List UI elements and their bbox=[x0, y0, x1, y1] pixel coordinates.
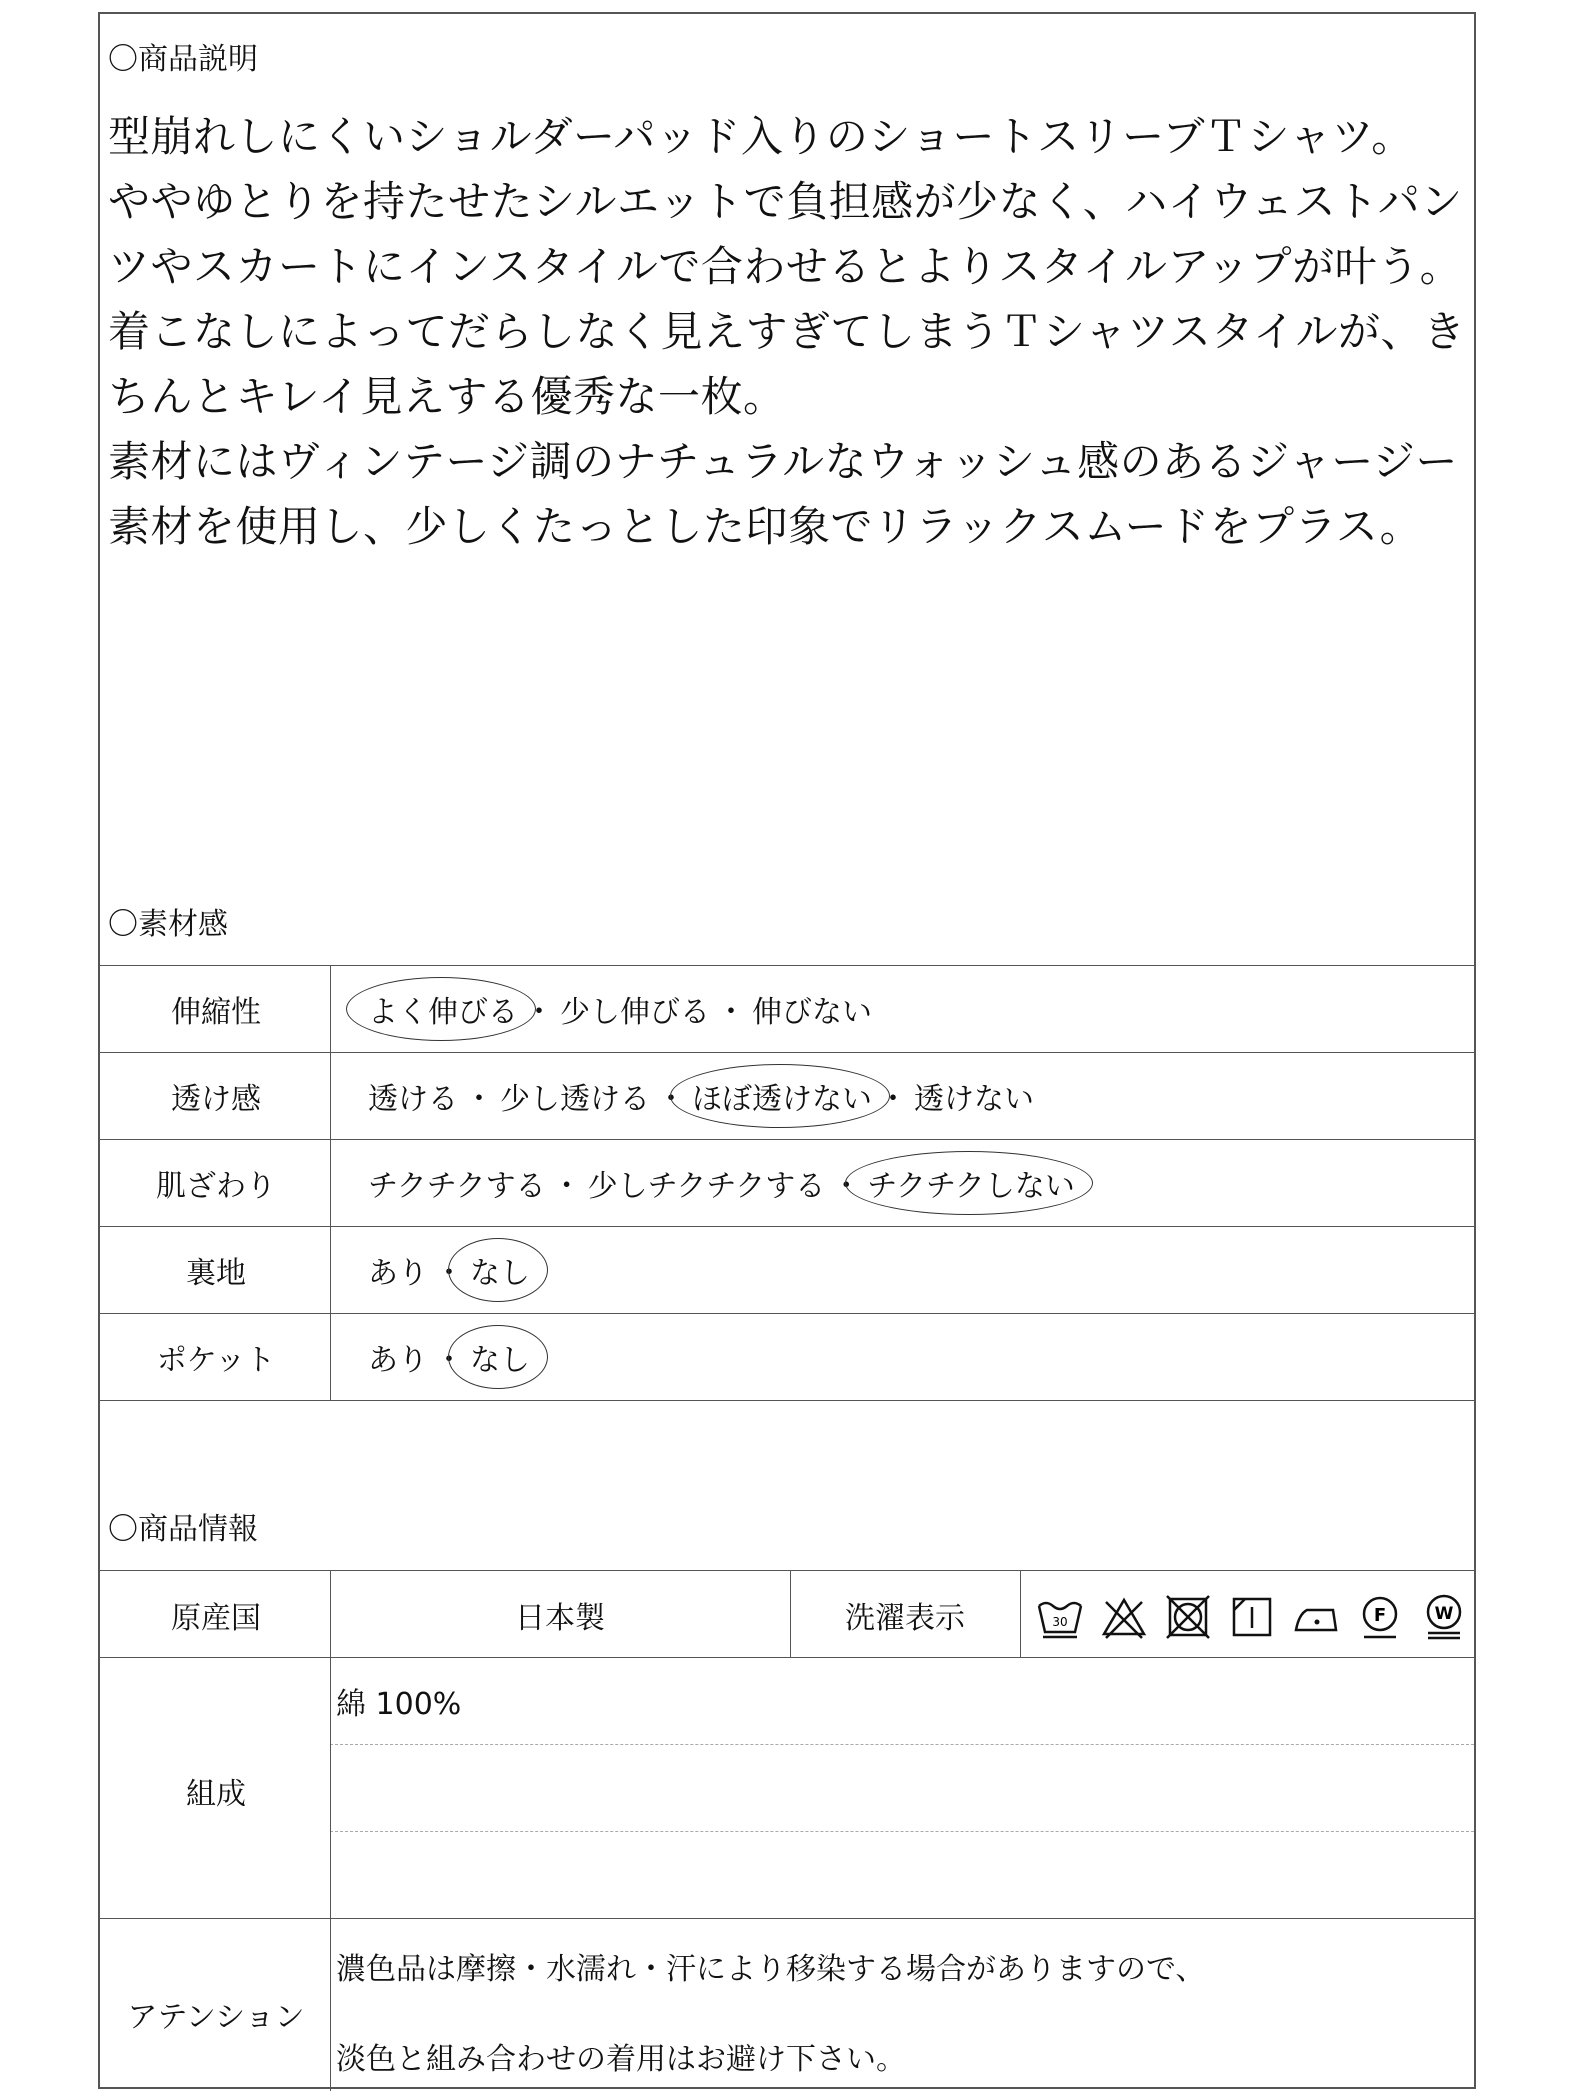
description-line: ややゆとりを持たせたシルエットで負担感が少なく、ハイウェストパン bbox=[108, 177, 1463, 226]
attention-line: 淡色と組み合わせの着用はお避け下さい。 bbox=[336, 2042, 906, 2077]
material-option: チクチクする bbox=[368, 1169, 546, 1204]
iron-low-icon bbox=[1291, 1592, 1341, 1642]
material-section-title: 〇素材感 bbox=[108, 907, 228, 942]
option-separator: ・ bbox=[831, 1169, 862, 1204]
divider bbox=[100, 1313, 1474, 1314]
divider bbox=[100, 965, 1474, 966]
origin-label: 原産国 bbox=[171, 1601, 261, 1636]
divider bbox=[100, 1139, 1474, 1140]
material-option-selected: ほぼ透けない bbox=[692, 1074, 872, 1118]
line-dry-icon bbox=[1227, 1592, 1277, 1642]
no-tumble-dry-icon bbox=[1163, 1592, 1213, 1642]
material-option-selected: なし bbox=[470, 1248, 530, 1292]
attention-line: 濃色品は摩擦・水濡れ・汗により移染する場合がありますので、 bbox=[336, 1952, 1206, 1987]
material-option: あり bbox=[368, 1256, 428, 1291]
divider bbox=[1020, 1570, 1021, 1657]
divider bbox=[330, 1744, 1474, 1745]
svg-text:30: 30 bbox=[1052, 1615, 1068, 1629]
description-section-title: 〇商品説明 bbox=[108, 42, 258, 77]
material-row-label: 裏地 bbox=[186, 1256, 246, 1291]
divider bbox=[100, 1052, 1474, 1053]
care-label: 洗濯表示 bbox=[845, 1601, 965, 1636]
divider bbox=[100, 1657, 1474, 1658]
option-separator: ・ bbox=[434, 1343, 464, 1378]
no-bleach-icon bbox=[1099, 1592, 1149, 1642]
description-line: 着こなしによってだらしなく見えすぎてしまうＴシャツスタイルが、き bbox=[108, 307, 1466, 356]
product-sheet bbox=[98, 12, 1476, 2089]
description-line: ツやスカートにインスタイルで合わせるとよりスタイルアップが叶う。 bbox=[108, 242, 1463, 291]
option-separator: ・ bbox=[716, 995, 746, 1030]
dry-clean-f-icon bbox=[1355, 1592, 1405, 1642]
material-option: 伸びない bbox=[752, 995, 872, 1030]
material-option: 透けない bbox=[914, 1082, 1034, 1117]
material-option: 少し伸びる bbox=[560, 995, 710, 1030]
composition-line: 綿 100% bbox=[336, 1687, 462, 1722]
description-line: ちんとキレイ見えする優秀な一枚。 bbox=[108, 372, 786, 421]
material-row-options bbox=[368, 1248, 530, 1292]
divider bbox=[330, 1831, 1474, 1832]
material-option: あり bbox=[368, 1343, 428, 1378]
origin-value: 日本製 bbox=[515, 1601, 605, 1636]
material-row-label: 肌ざわり bbox=[156, 1169, 276, 1204]
svg-text:F: F bbox=[1373, 1605, 1387, 1626]
material-row-label: 透け感 bbox=[171, 1082, 261, 1117]
option-separator: ・ bbox=[878, 1082, 908, 1117]
material-row-options bbox=[368, 1335, 530, 1379]
material-option: 少しチクチクする bbox=[587, 1169, 826, 1204]
attention-label: アテンション bbox=[127, 2000, 305, 2035]
description-line: 素材にはヴィンテージ調のナチュラルなウォッシュ感のあるジャージー bbox=[108, 437, 1458, 486]
divider bbox=[100, 1570, 1474, 1571]
divider bbox=[100, 1400, 1474, 1401]
description-line: 素材を使用し、少しくたっとした印象でリラックスムードをプラス。 bbox=[108, 502, 1423, 551]
svg-text:W: W bbox=[1434, 1604, 1454, 1624]
option-separator: ・ bbox=[434, 1256, 464, 1291]
wash-30-icon bbox=[1035, 1592, 1085, 1642]
material-option-selected: なし bbox=[470, 1335, 530, 1379]
material-row-options bbox=[368, 1074, 1034, 1118]
option-separator: ・ bbox=[551, 1169, 582, 1204]
material-option: 少し透ける bbox=[500, 1082, 650, 1117]
material-row-label: ポケット bbox=[156, 1343, 276, 1378]
composition-label: 組成 bbox=[186, 1777, 246, 1812]
divider bbox=[100, 1226, 1474, 1227]
material-row-label: 伸縮性 bbox=[171, 995, 261, 1030]
material-option-selected: チクチクしない bbox=[867, 1161, 1075, 1205]
product-description bbox=[108, 104, 1465, 559]
material-row-options bbox=[368, 987, 872, 1031]
material-option-selected: よく伸びる bbox=[368, 987, 518, 1031]
option-separator: ・ bbox=[464, 1082, 494, 1117]
info-section-title: 〇商品情報 bbox=[108, 1512, 258, 1547]
care-symbols bbox=[1035, 1592, 1469, 1642]
description-line: 型崩れしにくいショルダーパッド入りのショートスリーブＴシャツ。 bbox=[108, 112, 1414, 161]
divider bbox=[100, 1918, 1474, 1919]
material-row-options bbox=[368, 1161, 1075, 1205]
material-option: 透ける bbox=[368, 1082, 458, 1117]
option-separator: ・ bbox=[656, 1082, 686, 1117]
wet-clean-w-icon bbox=[1419, 1592, 1469, 1642]
option-separator: ・ bbox=[524, 995, 554, 1030]
